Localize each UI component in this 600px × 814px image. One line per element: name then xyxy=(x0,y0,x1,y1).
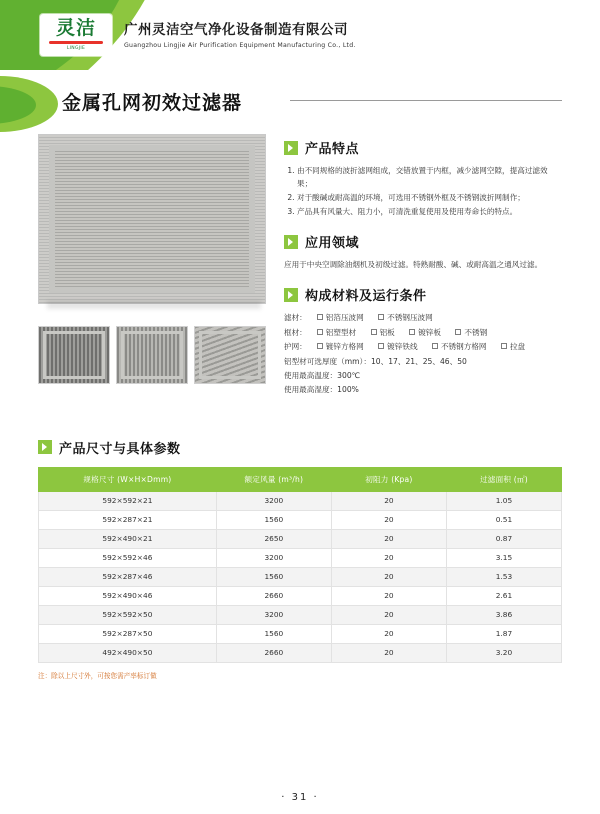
table-cell-resistance: 20 xyxy=(331,567,446,586)
section-header-applications xyxy=(284,232,550,251)
product-thumbnail xyxy=(194,326,266,384)
company-name-cn: 广州灵洁空气净化设备制造有限公司 xyxy=(124,22,348,38)
table-cell-area: 3.86 xyxy=(446,605,561,624)
table-cell-airflow: 1560 xyxy=(216,624,331,643)
table-cell-size: 592×490×46 xyxy=(39,586,217,605)
section-title-applications: 应用领域 xyxy=(305,236,360,252)
table-cell-airflow: 3200 xyxy=(216,605,331,624)
thumbnail-frame xyxy=(121,331,183,379)
logo-underline xyxy=(49,41,103,44)
table-cell-resistance: 20 xyxy=(331,624,446,643)
temperature-value: 300℃ xyxy=(337,370,361,380)
table-row xyxy=(39,624,562,643)
section-title-materials: 构成材料及运行条件 xyxy=(305,289,427,305)
specifications-table xyxy=(38,467,562,663)
section-header-materials xyxy=(284,285,550,304)
temperature-label: 使用最高温度： xyxy=(284,370,338,380)
table-cell-airflow: 2660 xyxy=(216,643,331,662)
material-row xyxy=(284,311,550,325)
table-cell-resistance: 20 xyxy=(331,548,446,567)
company-logo xyxy=(40,14,112,56)
table-cell-resistance: 20 xyxy=(331,586,446,605)
product-thumbnail xyxy=(116,326,188,384)
table-row xyxy=(39,548,562,567)
material-options xyxy=(317,311,445,325)
table-cell-size: 592×592×46 xyxy=(39,548,217,567)
page-title: 金属孔网初效过滤器 xyxy=(62,92,243,114)
page-footer xyxy=(0,780,600,814)
product-info-column xyxy=(284,134,550,412)
table-cell-resistance: 20 xyxy=(331,491,446,510)
material-option-label: 不锈钢压波网 xyxy=(387,313,433,323)
checkbox-icon[interactable] xyxy=(455,329,461,335)
section-title-specs: 产品尺寸与具体参数 xyxy=(59,441,181,457)
title-divider xyxy=(290,100,562,101)
material-checkbox-option[interactable] xyxy=(501,342,525,351)
table-cell-airflow: 3200 xyxy=(216,548,331,567)
logo-text-cn: 灵洁 xyxy=(55,17,96,39)
table-row xyxy=(39,605,562,624)
table-note: 注：除以上尺寸外，可按您需产率标订做 xyxy=(38,671,157,680)
table-cell-airflow: 3200 xyxy=(216,491,331,510)
table-cell-resistance: 20 xyxy=(331,529,446,548)
material-options xyxy=(317,340,537,354)
humidity-label: 使用最高湿度： xyxy=(284,385,338,395)
product-images-column xyxy=(38,134,266,412)
material-option-label: 不锈钢 xyxy=(464,327,488,337)
table-row xyxy=(39,510,562,529)
material-checkbox-option[interactable] xyxy=(317,328,356,337)
feature-item: 3. 产品具有风量大、阻力小，可清洗重复使用及使用寿命长的特点。 xyxy=(297,205,550,218)
table-cell-size: 592×287×50 xyxy=(39,624,217,643)
company-name-en: Guangzhou Lingjie Air Purification Equipment Manufacturing Co., Ltd. xyxy=(124,42,356,49)
checkbox-icon[interactable] xyxy=(317,343,323,349)
table-row xyxy=(39,643,562,662)
checkbox-icon[interactable] xyxy=(378,314,384,320)
checkbox-icon[interactable] xyxy=(501,343,507,349)
arrow-marker-icon xyxy=(284,235,298,249)
logo-text-en: LINGJIE xyxy=(66,46,86,51)
product-hero-mesh xyxy=(49,145,255,293)
thumbnail-frame xyxy=(199,331,261,379)
table-header-cell: 额定风量 (m³/h) xyxy=(216,467,331,491)
table-cell-airflow: 2650 xyxy=(216,529,331,548)
table-cell-airflow: 1560 xyxy=(216,510,331,529)
table-cell-size: 592×287×46 xyxy=(39,567,217,586)
thickness-row xyxy=(284,355,550,369)
table-cell-area: 1.87 xyxy=(446,624,561,643)
thumbnail-frame xyxy=(43,331,105,379)
table-cell-size: 492×490×50 xyxy=(39,643,217,662)
material-label: 框材： xyxy=(284,327,307,337)
page-number: · 31 · xyxy=(281,791,319,803)
material-row xyxy=(284,340,550,354)
table-row xyxy=(39,567,562,586)
section-body-materials xyxy=(284,311,550,398)
checkbox-icon[interactable] xyxy=(378,343,384,349)
table-row xyxy=(39,586,562,605)
table-cell-size: 592×287×21 xyxy=(39,510,217,529)
table-cell-area: 0.51 xyxy=(446,510,561,529)
feature-item: 1. 由不同规格的波折滤网组成，交错放置于内框，减少滤网空隙，提高过滤效果； xyxy=(297,164,550,190)
title-band xyxy=(0,82,600,124)
material-checkbox-option[interactable] xyxy=(317,342,364,351)
section-body-applications: 应用于中央空调除油烟机及初级过滤。特熟耐酸、碱、或耐高温之通风过滤。 xyxy=(284,260,543,270)
arrow-marker-icon xyxy=(284,141,298,155)
material-option-label: 拉盘 xyxy=(509,342,526,352)
material-checkbox-option[interactable] xyxy=(409,328,441,337)
material-checkbox-option[interactable] xyxy=(317,313,364,322)
product-hero-shadow xyxy=(47,301,261,309)
material-label: 滤材： xyxy=(284,313,307,323)
specifications-section xyxy=(38,438,562,680)
checkbox-icon[interactable] xyxy=(317,329,323,335)
section-header-features xyxy=(284,138,550,157)
material-option-label: 铝塑型材 xyxy=(325,327,357,337)
table-cell-size: 592×490×21 xyxy=(39,529,217,548)
material-option-label: 镀锌板 xyxy=(418,327,441,337)
table-cell-area: 2.61 xyxy=(446,586,561,605)
material-checkbox-option[interactable] xyxy=(378,313,433,322)
material-checkbox-option[interactable] xyxy=(378,342,417,351)
material-option-label: 镀锌铁线 xyxy=(387,342,418,352)
material-option-label: 镀锌方格网 xyxy=(325,342,364,352)
checkbox-icon[interactable] xyxy=(432,343,438,349)
company-name-block xyxy=(124,18,356,49)
material-checkbox-option[interactable] xyxy=(432,342,487,351)
material-row xyxy=(284,326,550,340)
table-cell-size: 592×592×21 xyxy=(39,491,217,510)
table-cell-area: 0.87 xyxy=(446,529,561,548)
table-row xyxy=(39,491,562,510)
humidity-value: 100% xyxy=(337,385,359,395)
table-header-row xyxy=(39,467,562,491)
material-label: 护网： xyxy=(284,342,307,352)
product-hero-image xyxy=(38,134,266,304)
checkbox-icon[interactable] xyxy=(371,329,377,335)
temperature-row xyxy=(284,369,550,383)
main-content xyxy=(0,124,600,412)
table-cell-airflow: 1560 xyxy=(216,567,331,586)
section-body-features xyxy=(284,164,550,218)
section-title-features: 产品特点 xyxy=(305,142,360,157)
table-cell-area: 1.05 xyxy=(446,491,561,510)
material-checkbox-option[interactable] xyxy=(371,328,395,337)
table-cell-area: 3.20 xyxy=(446,643,561,662)
table-header-cell: 过滤面积 (㎡) xyxy=(446,467,561,491)
table-header-cell: 初阻力 (Kpa) xyxy=(331,467,446,491)
arrow-marker-icon xyxy=(38,440,52,454)
thickness-value: 10、17、21、25、46、50 xyxy=(370,356,467,366)
table-row xyxy=(39,529,562,548)
arrow-marker-icon xyxy=(284,288,298,302)
table-cell-size: 592×592×50 xyxy=(39,605,217,624)
material-checkbox-option[interactable] xyxy=(455,328,487,337)
material-options xyxy=(317,326,499,340)
material-option-label: 不锈钢方格网 xyxy=(440,342,487,352)
table-cell-area: 3.15 xyxy=(446,548,561,567)
humidity-row xyxy=(284,383,550,397)
feature-item: 2. 对于酸碱或耐高温的环境，可选用不锈钢外框及不锈钢波折网制作； xyxy=(297,191,550,204)
checkbox-icon[interactable] xyxy=(409,329,415,335)
product-thumbnail-list xyxy=(38,326,266,384)
table-header-cell: 规格尺寸 (W×H×Dmm) xyxy=(39,467,217,491)
checkbox-icon[interactable] xyxy=(317,314,323,320)
product-thumbnail xyxy=(38,326,110,384)
table-cell-area: 1.53 xyxy=(446,567,561,586)
table-cell-airflow: 2660 xyxy=(216,586,331,605)
thickness-label: 铝型材可选厚度（mm）： xyxy=(284,356,371,366)
table-cell-resistance: 20 xyxy=(331,643,446,662)
material-option-label: 铝箔压波网 xyxy=(325,313,364,323)
page-header xyxy=(0,0,600,70)
table-cell-resistance: 20 xyxy=(331,510,446,529)
table-cell-resistance: 20 xyxy=(331,605,446,624)
section-header-specs xyxy=(38,438,562,457)
material-option-label: 铝板 xyxy=(379,327,395,337)
